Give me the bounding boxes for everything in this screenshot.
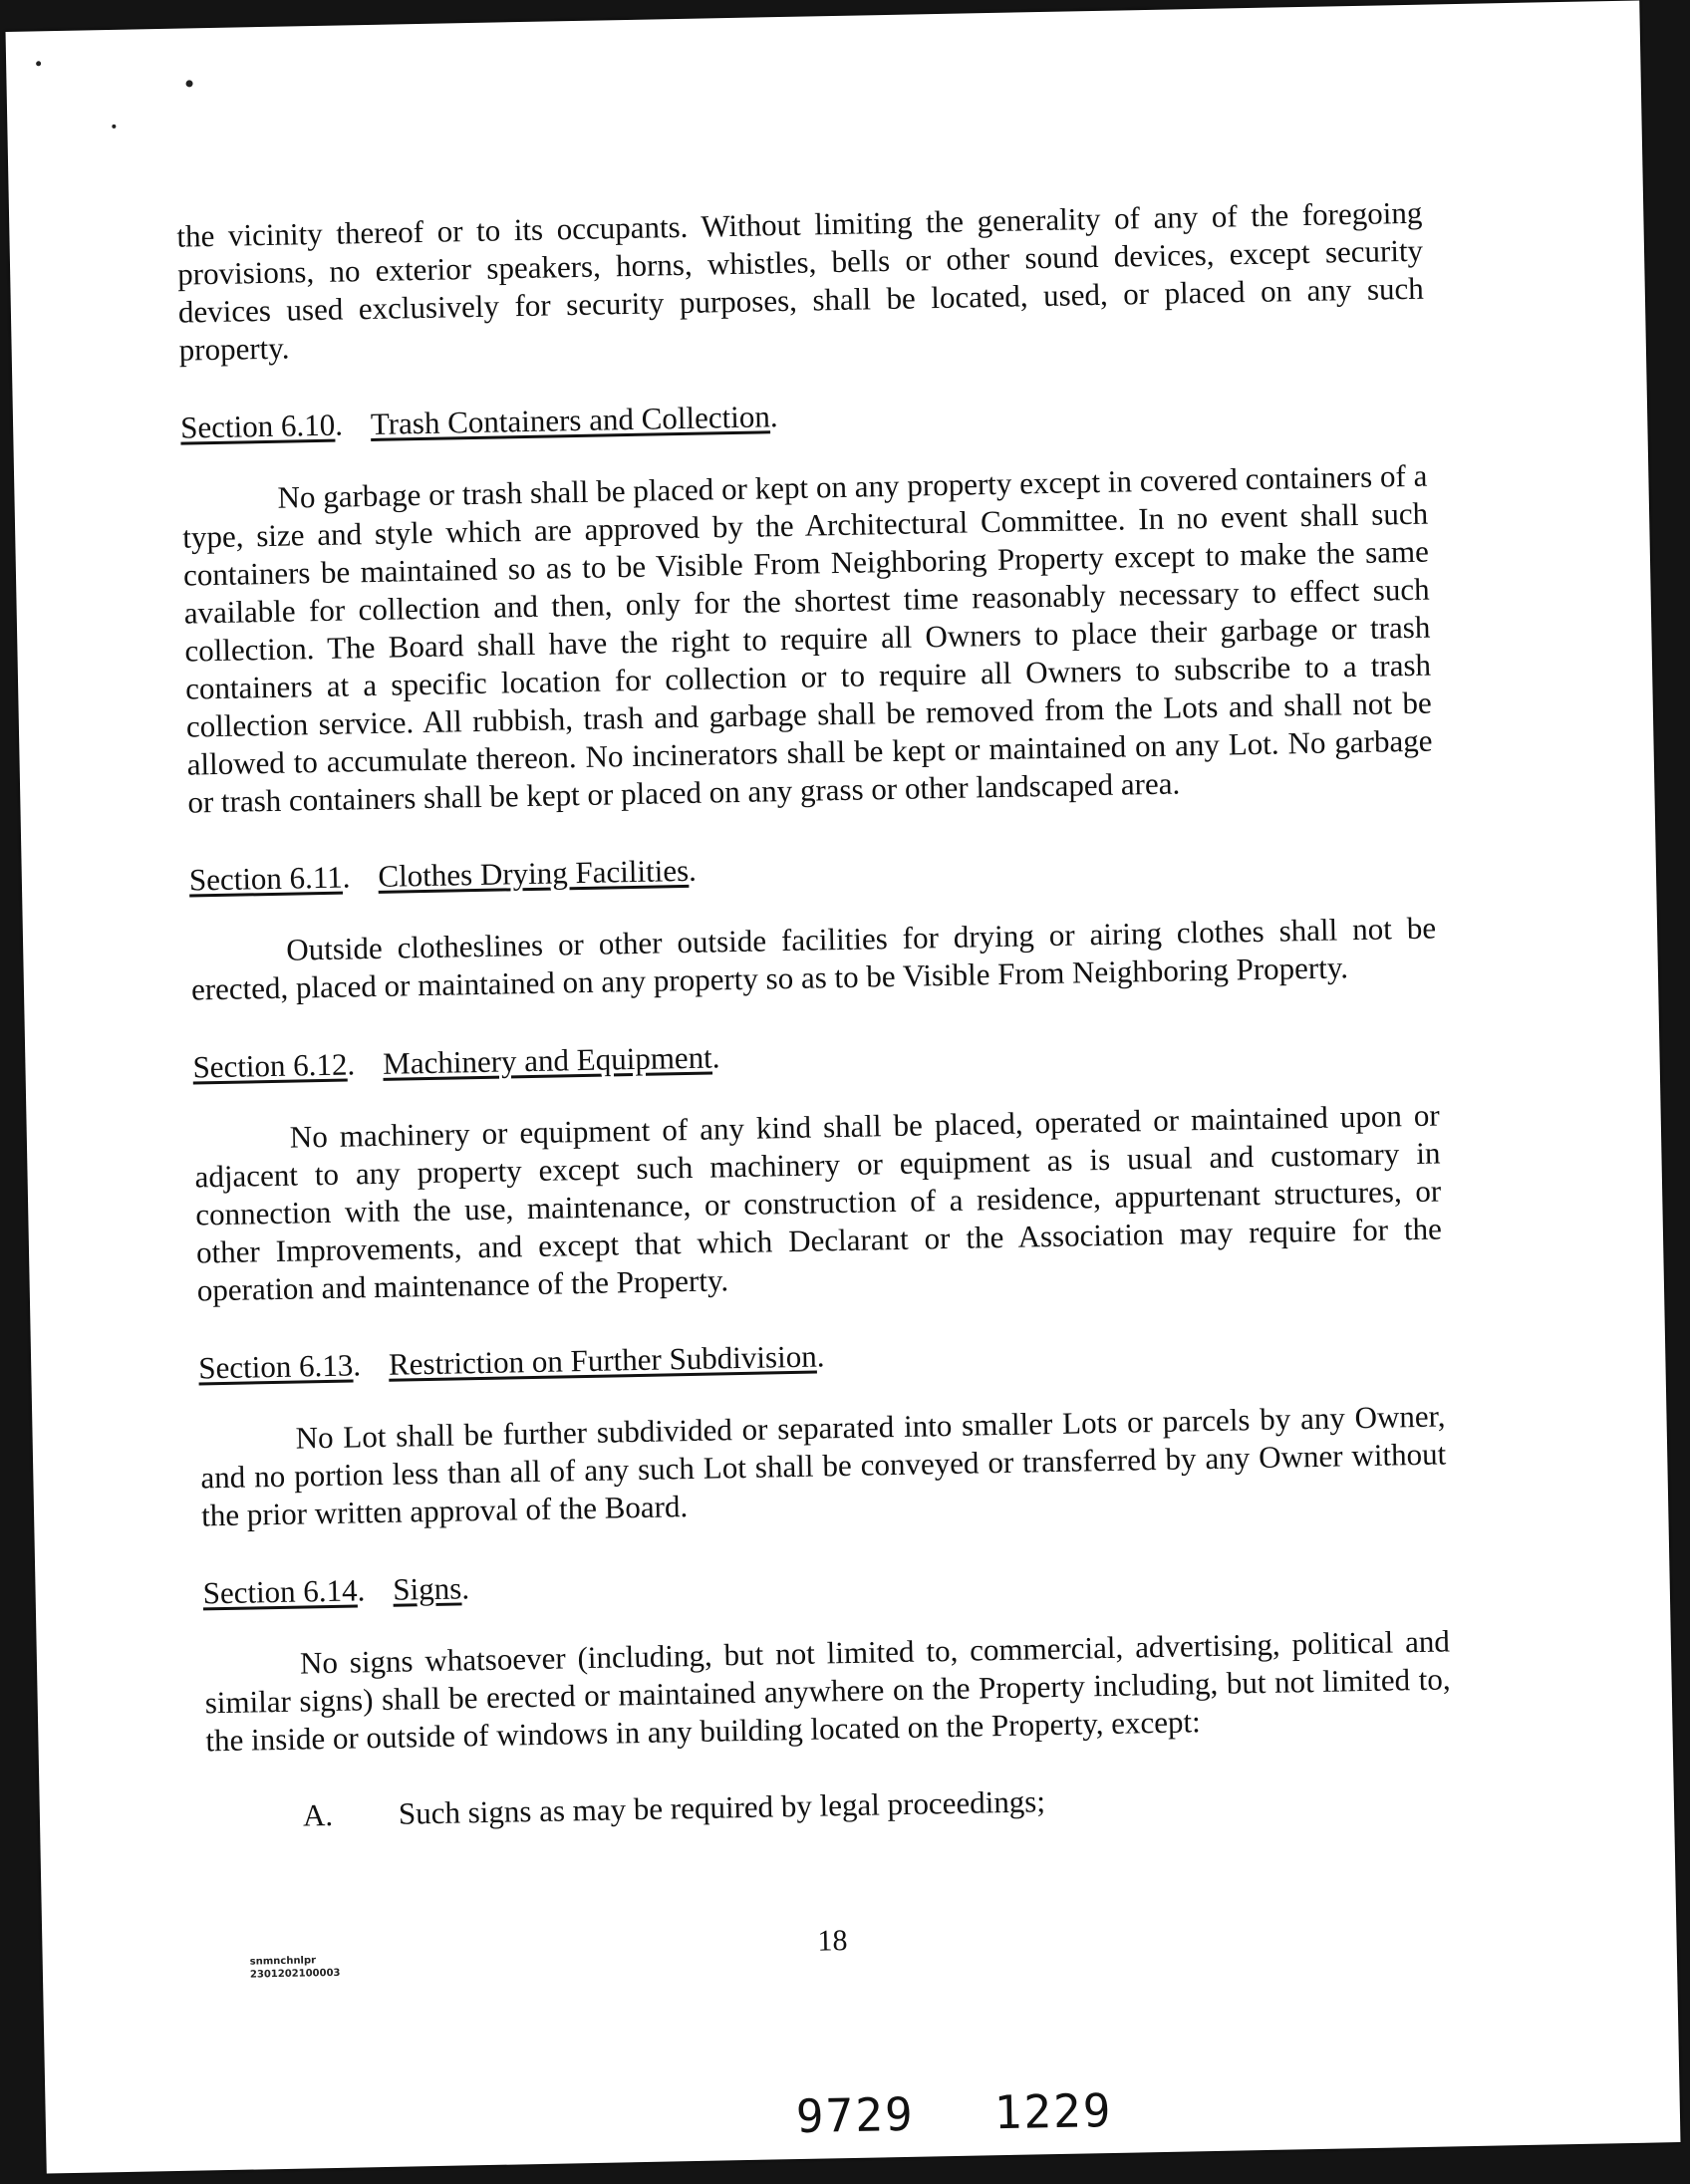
section-heading-6-14: Section 6.14. Signs. [202,1570,470,1611]
stamp-page-number: 1229 [993,2083,1113,2140]
intro-paragraph: the vicinity thereof or to its occupants. Without limiting the generality of any of the foregoing provisions, no exterior speakers, horns, whistles, bells or other sound devices, except security devices used exclusively for security purposes, shall be located, used, or placed on any such property. [176,194,1425,368]
section-title: Clothes Drying Facilities [378,852,690,894]
section-body-6-12: No machinery or equipment of any kind shall be placed, operated or maintained upon or adjacent to any property except such machinery or equipment as is usual and customary in connection with the use, maintenance, or construction of a residence, appurtenant structures, or other Improvements, and except that which Declarant or the Association may require for the operation and maintenance of the Property. [194,1097,1443,1308]
recording-stamp [795,2083,1113,2143]
section-title: Restriction on Further Subdivision [388,1338,817,1382]
section-heading-6-11: Section 6.11. Clothes Drying Facilities. [188,852,698,898]
section-heading-6-10: Section 6.10. Trash Containers and Collection. [179,399,778,445]
stamp-book-number: 9729 [795,2086,916,2144]
section-body-6-11: Outside clotheslines or other outside facilities for drying or airing clothes shall not be erected, placed or maintained on any property so as to be Visible From Neighboring Property. [190,910,1437,1007]
page-number: 18 [817,1924,848,1958]
scan-speck [36,61,41,66]
document-body [176,194,1453,2144]
section-heading-6-12: Section 6.12. Machinery and Equipment. [192,1039,720,1085]
footer-code-line1: snmnchnlpr [249,1955,317,1968]
section-title: Signs [393,1570,462,1607]
section-body-6-13: No Lot shall be further subdivided or separated into smaller Lots or parcels by any Owner, and no portion less than all of any such Lot shall be conveyed or transferred by any Owner without the prior written approval of the Board. [200,1398,1447,1533]
section-number: Section 6.11 [188,859,344,898]
footer-code-line2: 2301202100003 [249,1967,341,1981]
section-number: Section 6.14 [202,1572,358,1611]
section-title: Machinery and Equipment [382,1039,713,1081]
section-heading-6-13: Section 6.13. Restriction on Further Subdivision. [197,1338,825,1386]
section-body-6-14: No signs whatsoever (including, but not limited to, commercial, advertising, political and similar signs) shall be erected or maintained anywhere on the Property including, but not limited to, the inside or outside of windows in any building located on the Property, except: [204,1623,1451,1759]
document-page [6,0,1681,2173]
list-item-text: Such signs as may be required by legal proceedings; [398,1783,1046,1831]
section-number: Section 6.12 [192,1046,348,1085]
scan-speck [112,125,116,129]
scan-speck [185,80,192,87]
section-body-6-10: No garbage or trash shall be placed or kept on any property except in covered containers of a type, size and style which are approved by the Architectural Committee. In no event shall such containers be maintained so as to be Visible From Neighboring Property except to make the same available for collection and then, only for the shortest time reasonably necessary to effect such collection. The Board shall have the right to require all Owners to place their garbage or trash containers at a specific location for collection or to require all Owners to subscribe to a trash collection service. All rubbish, trash and garbage shall be removed from the Lots and shall not be allowed to accumulate thereon. No incinerators shall be kept or maintained on any Lot. No garbage or trash containers shall be kept or placed on any grass or other landscaped area. [181,457,1433,820]
section-number: Section 6.13 [197,1347,354,1386]
section-number: Section 6.10 [179,407,336,445]
section-title: Trash Containers and Collection [370,399,771,441]
list-item [207,1775,1453,1835]
list-item-label: A. [302,1796,334,1833]
